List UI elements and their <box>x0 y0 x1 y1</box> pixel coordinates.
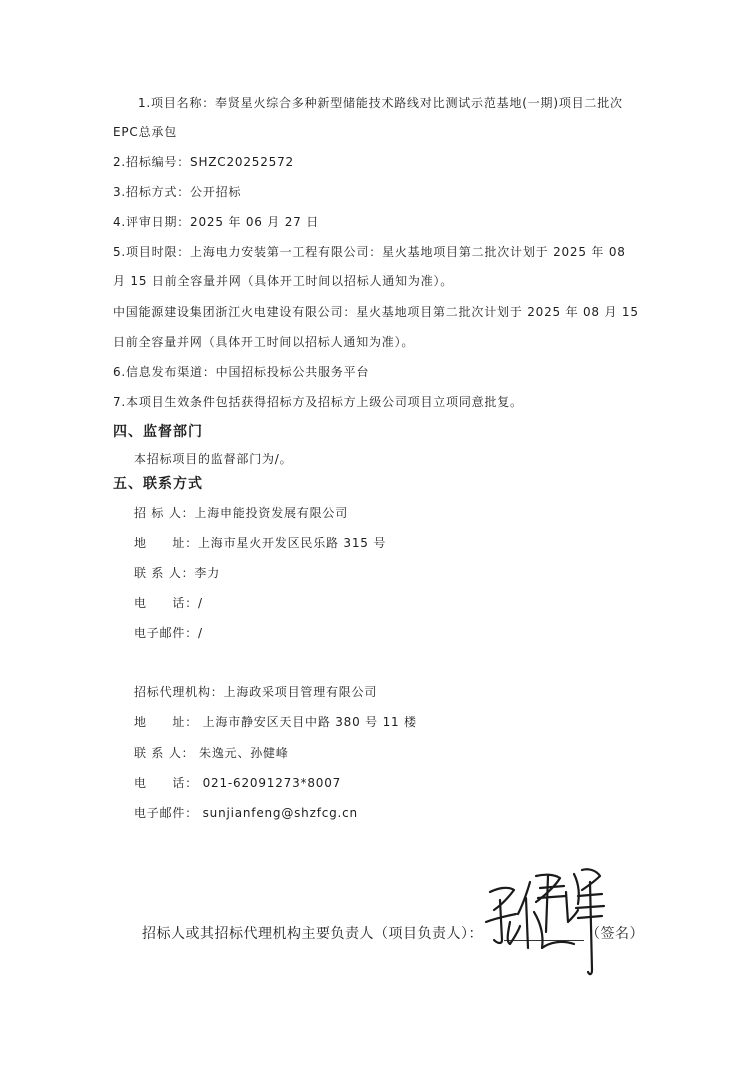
item-review-date: 4.评审日期：2025 年 06 月 27 日 <box>113 215 320 229</box>
item-time-limit: 5.项目时限：上海电力安装第一工程有限公司：星火基地项目第二批次计划于 2025 年 08 <box>113 245 626 259</box>
tenderer-contact: 联 系 人：李力 <box>134 566 221 580</box>
item-time-limit-second: 中国能源建设集团浙江火电建设有限公司：星火基地项目第二批次计划于 2025 年 08 月 15 <box>113 305 639 319</box>
tenderer-email: 电子邮件：/ <box>134 626 203 640</box>
section-supervision-heading: 四、监督部门 <box>113 424 203 440</box>
handwritten-signature <box>478 852 608 982</box>
item-project-name: 1.项目名称：奉贤星火综合多种新型储能技术路线对比测试示范基地(一期)项目二批次 <box>138 96 623 110</box>
item-time-limit-second-cont: 日前全容量并网（具体开工时间以招标人通知为准）。 <box>113 335 415 349</box>
item-time-limit-cont: 月 15 日前全容量并网（具体开工时间以招标人通知为准）。 <box>113 274 454 288</box>
tenderer-name: 招 标 人：上海申能投资发展有限公司 <box>134 506 349 520</box>
tenderer-address: 地 址：上海市星火开发区民乐路 315 号 <box>134 536 387 550</box>
item-effective-condition: 7.本项目生效条件包括获得招标方及招标方上级公司项目立项同意批复。 <box>113 395 523 409</box>
agency-name: 招标代理机构：上海政采项目管理有限公司 <box>134 685 378 699</box>
item-tender-method: 3.招标方式：公开招标 <box>113 185 242 199</box>
agency-email: 电子邮件： sunjianfeng@shzfcg.cn <box>134 806 358 820</box>
tenderer-phone: 电 话：/ <box>134 596 203 610</box>
agency-address: 地 址： 上海市静安区天目中路 380 号 11 楼 <box>134 715 417 729</box>
section-contact-heading: 五、联系方式 <box>113 476 203 492</box>
agency-phone: 电 话： 021-62091273*8007 <box>134 776 342 790</box>
item-project-name-cont: EPC总承包 <box>113 125 177 139</box>
item-info-channel: 6.信息发布渠道：中国招标投标公共服务平台 <box>113 365 370 379</box>
signature-label: 招标人或其招标代理机构主要负责人（项目负责人）： <box>142 926 483 942</box>
item-tender-number: 2.招标编号：SHZC20252572 <box>113 155 294 169</box>
supervision-text: 本招标项目的监督部门为/。 <box>134 452 293 466</box>
agency-contact: 联 系 人： 朱逸元、孙健峰 <box>134 746 289 760</box>
signature-suffix: （签名） <box>586 926 644 942</box>
